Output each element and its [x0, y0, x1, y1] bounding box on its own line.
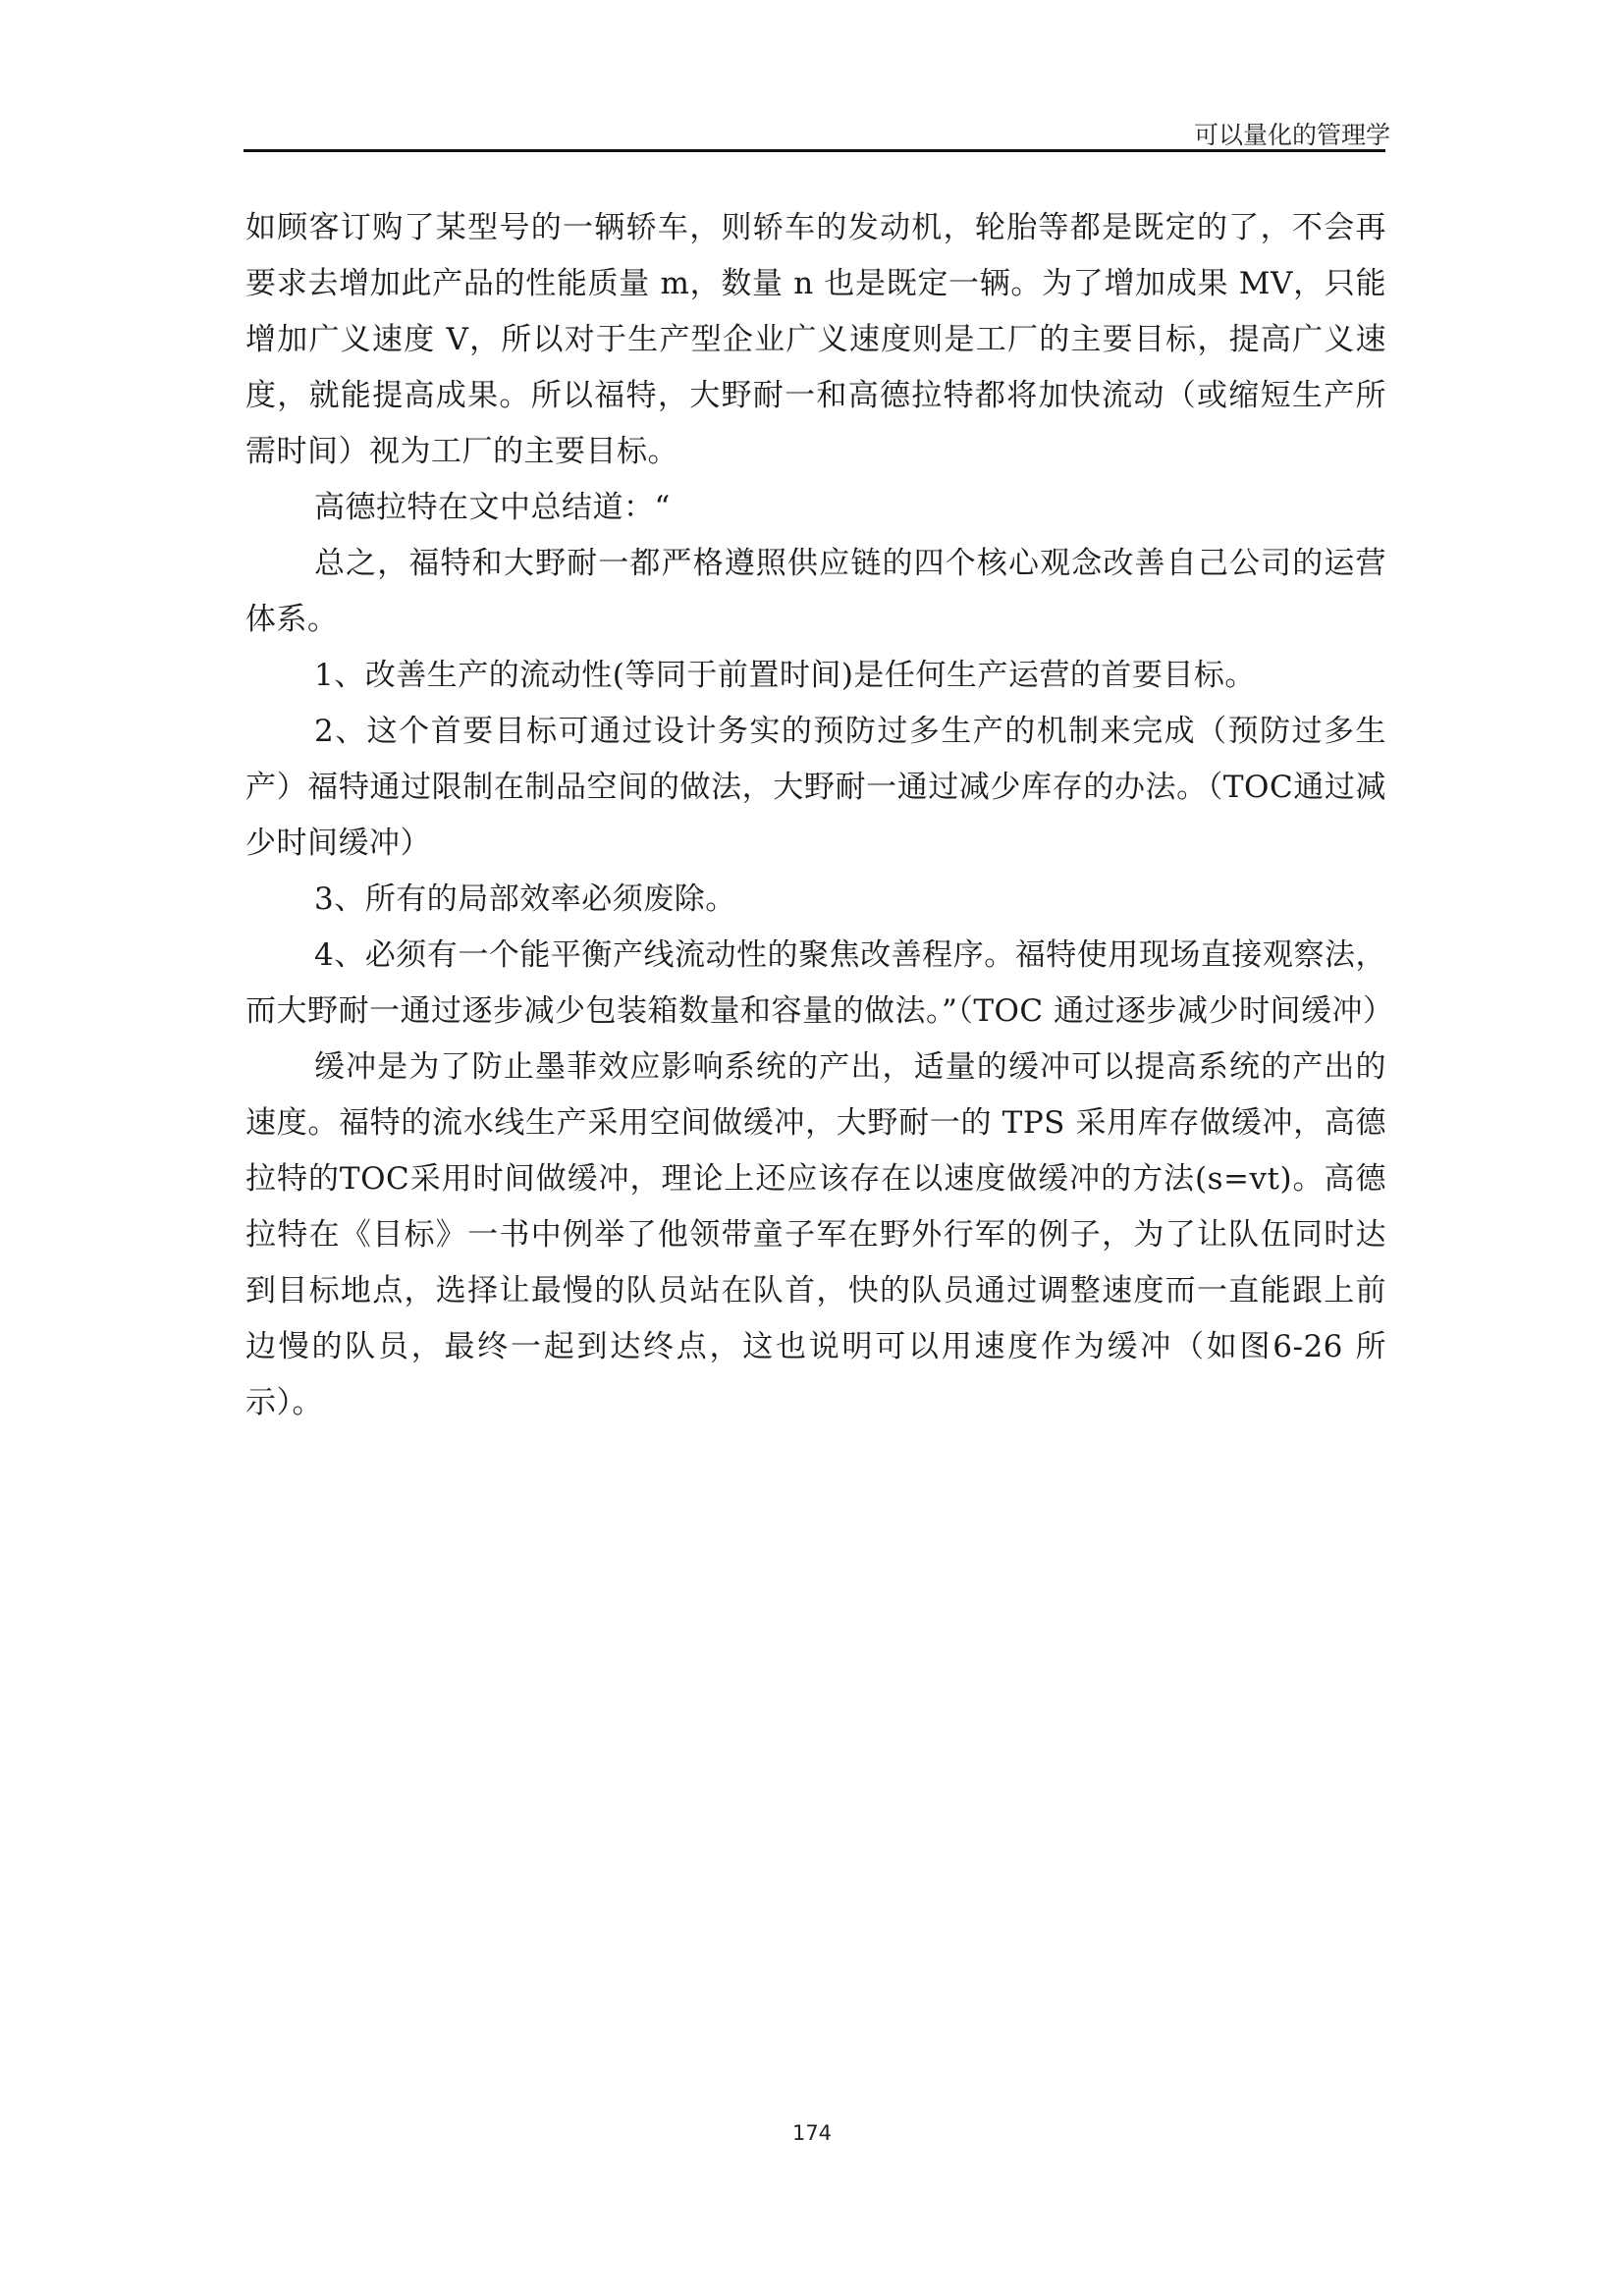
list-item-3: 3、所有的局部效率必须废除。	[314, 881, 736, 917]
list-item-4: 4、必须有一个能平衡产线流动性的聚焦改善程序。福特使用现场直接观察法，而大野耐一通过逐步减少包装箱数量和容量的做法。”（TOC 通过逐步减少时间缓冲）	[245, 937, 1394, 1029]
paragraph-buffer: 缓冲是为了防止墨菲效应影响系统的产出，适量的缓冲可以提高系统的产出的速度。福特的流水线生产采用空间做缓冲，大野耐一的 TPS 采用库存做缓冲，高德拉特的TOC采用时间做缓冲，理论上还应该存在以速度做缓冲的方法(s=vt)。高德拉特在《目标》一书中例举了他领带童子军在野外行军的例子，为了让队伍同时达到目标地点，选择让最慢的队员站在队首，快的队员通过调整速度而一直能跟上前边慢的队员，最终一起到达终点，这也说明可以用速度作为缓冲（如图6-26 所示）。	[245, 1049, 1386, 1420]
header-divider	[244, 149, 1385, 152]
list-item-2: 2、这个首要目标可通过设计务实的预防过多生产的机制来完成（预防过多生产）福特通过限制在制品空间的做法，大野耐一通过减少库存的办法。（TOC通过减少时间缓冲）	[245, 714, 1386, 861]
list-item-1: 1、改善生产的流动性(等同于前置时间)是任何生产运营的首要目标。	[314, 658, 1256, 693]
document-body	[245, 200, 1394, 1431]
paragraph-continuation: 如顾客订购了某型号的一辆轿车，则轿车的发动机，轮胎等都是既定的了，不会再要求去增加此产品的性能质量 m，数量 n 也是既定一辆。为了增加成果 MV，只能增加广义速度 V，所以对于生产型企业广义速度则是工厂的主要目标，提高广义速度，就能提高成果。所以福特，大野耐一和高德拉特都将加快流动（或缩短生产所需时间）视为工厂的主要目标。	[245, 210, 1386, 469]
page-number: 174	[791, 2121, 833, 2145]
running-header-title: 可以量化的管理学	[1193, 121, 1390, 149]
paragraph-quote-intro: 高德拉特在文中总结道：“	[314, 490, 671, 525]
paragraph-summary: 总之，福特和大野耐一都严格遵照供应链的四个核心观念改善自己公司的运营体系。	[245, 546, 1386, 637]
